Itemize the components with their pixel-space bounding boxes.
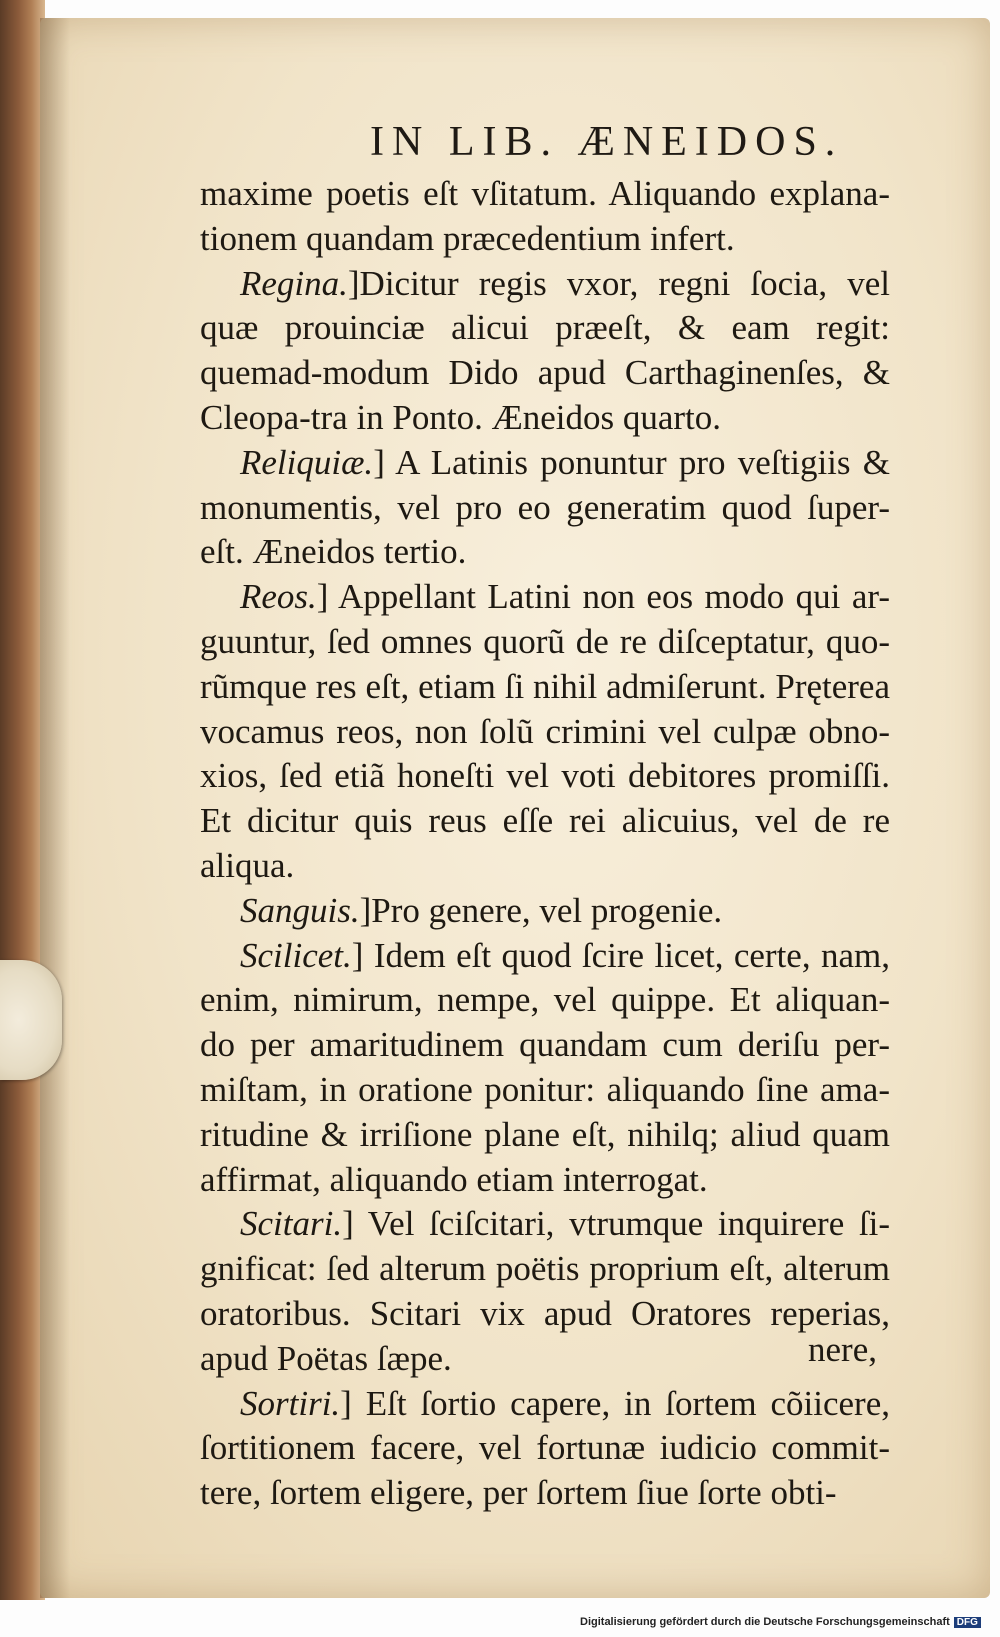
entry-lemma: Scilicet. — [240, 935, 352, 975]
dfg-logo: DFG — [954, 1617, 981, 1628]
entry-lemma: Scitari. — [240, 1204, 343, 1244]
entry-lemma: Reos. — [240, 577, 317, 617]
catchword: nere, — [808, 1330, 877, 1369]
entry-regina — [200, 262, 890, 441]
entry-text: ] Vel ſciſcitari, vtrumque inquirere ſi-gnificat: ſed alterum poëtis proprium eſt, alterum oratoribus. Scitari vix apud Oratores reperias, apud Poëtas ſæpe. — [200, 1204, 890, 1378]
bookmark-tab — [0, 960, 62, 1080]
entry-scitari — [200, 1202, 890, 1381]
entry-text: ] Idem eſt quod ſcire licet, certe, nam, enim, nimirum, nempe, vel quippe. Et aliquan-do per amaritudinem quandam cum deriſu per-miſtam, in oratione ponitur: aliquando ſine ama-ritudine & irriſione plane eſt, nihilq; aliud quam affirmat, aliquando etiam interrogat. — [200, 935, 890, 1199]
digitization-footer — [580, 1616, 981, 1628]
entry-sanguis — [200, 889, 890, 934]
entry-text: ]Dicitur regis vxor, regni ſocia, vel quæ prouinciæ alicui præeſt, & eam regit: quemad-modum Dido apud Carthaginenſes, & Cleopa-tra in Ponto. Æneidos quarto. — [200, 263, 890, 437]
entry-lemma: Sanguis. — [240, 890, 360, 930]
entry-lemma: Regina. — [240, 263, 348, 303]
footer-text: Digitalisierung gefördert durch die Deutsche Forschungsgemeinschaft — [580, 1616, 950, 1628]
entry-lemma: Reliquiæ. — [240, 442, 374, 482]
entry-text: ] Appellant Latini non eos modo qui ar-guuntur, ſed omnes quorũ de re diſceptatur, quo-rũmque res eſt, etiam ſi nihil admiſerunt. Pręterea vocamus reos, non ſolũ crimini vel culpæ obno-xios, ſed etiã honeſti vel voti debitores promiſſi. Et dicitur quis reus eſſe rei alicuius, vel de re aliqua. — [200, 577, 890, 885]
entry-sortiri — [200, 1382, 890, 1516]
running-head: IN LIB. ÆNEIDOS. — [370, 119, 844, 165]
entry-reliquiae — [200, 441, 890, 575]
entry-text: ] A Latinis ponuntur pro veſtigiis & monumentis, vel pro eo generatim quod ſuper-eſt. Æneidos tertio. — [200, 442, 890, 572]
entry-lemma: Sortiri. — [240, 1383, 341, 1423]
spine-shadow — [40, 18, 70, 1598]
entry-reos — [200, 575, 890, 889]
entry-scilicet — [200, 934, 890, 1203]
text-block — [200, 172, 890, 1516]
entry-continuation — [200, 172, 890, 262]
book-edge — [0, 0, 45, 1600]
entry-text: ] Eſt ſortio capere, in ſortem cõiicere, ſortitionem facere, vel fortunæ iudicio commit-tere, ſortem eligere, per ſortem ſiue ſorte obti- — [200, 1383, 890, 1513]
entry-text: ]Pro genere, vel progenie. — [359, 890, 723, 930]
entry-text: maxime poetis eſt vſitatum. Aliquando explana-tionem quandam præcedentium infert. — [200, 174, 890, 258]
